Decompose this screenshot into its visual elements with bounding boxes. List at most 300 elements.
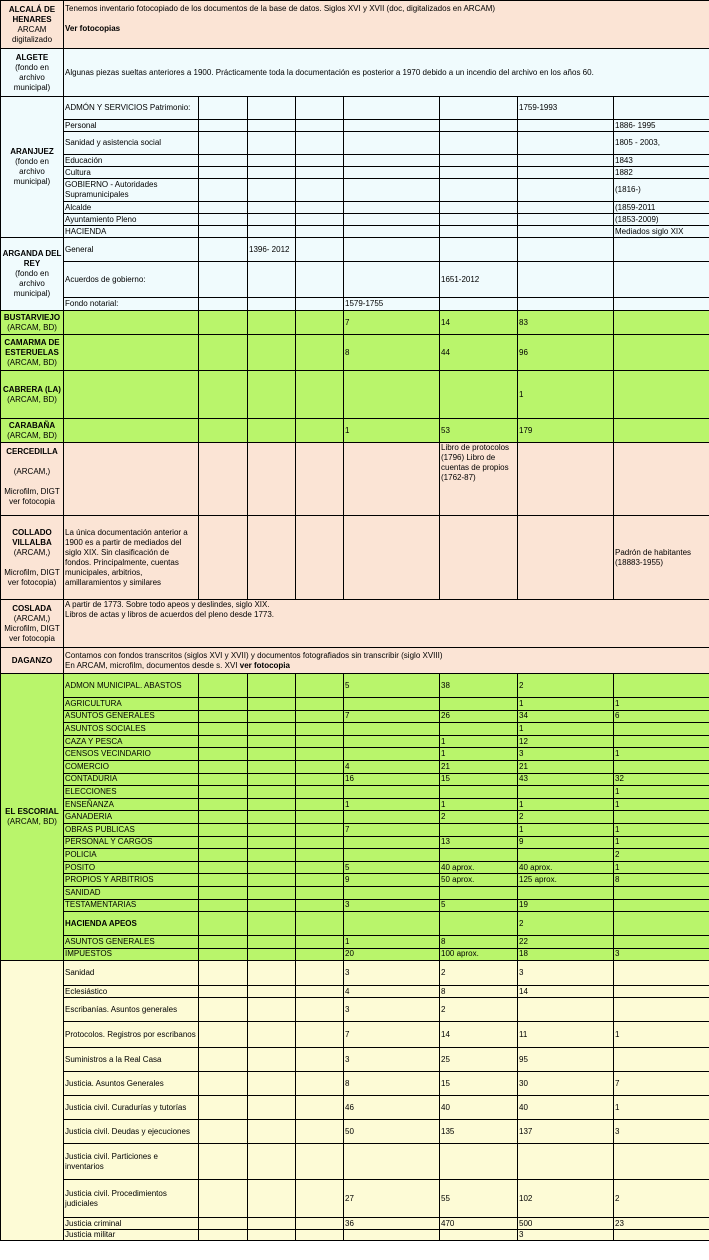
empty-cell [64, 419, 199, 443]
empty-cell [248, 202, 296, 214]
table-row [1, 823, 709, 836]
value-cell [614, 674, 709, 698]
value-cell [344, 786, 440, 799]
empty-cell [296, 516, 344, 600]
empty-cell [64, 311, 199, 335]
empty-cell [199, 1218, 248, 1230]
empty-cell [440, 516, 518, 600]
place-name: CERCEDILLA [6, 447, 58, 456]
place-note: (ARCAM, BD) [7, 817, 57, 827]
value-cell: 1 [614, 798, 709, 811]
value-cell: 50 [344, 1120, 440, 1144]
empty-cell [248, 961, 296, 986]
table-row [1, 912, 709, 936]
value-cell: 8 [440, 986, 518, 998]
place-cell [1, 1, 64, 49]
category-label: Eclesiástico [64, 986, 199, 998]
empty-cell [248, 419, 296, 443]
empty-cell [296, 443, 344, 516]
table-row [1, 262, 709, 298]
value-cell: 470 [440, 1218, 518, 1230]
empty-cell [199, 1022, 248, 1048]
value-cell [614, 1048, 709, 1072]
value-cell: 1759-1993 [518, 97, 614, 120]
value-cell [518, 132, 614, 155]
table-row [1, 1072, 709, 1096]
value-cell: 2 [440, 811, 518, 824]
empty-cell [199, 443, 248, 516]
table-row [1, 1144, 709, 1180]
empty-cell [199, 849, 248, 862]
empty-cell [440, 202, 518, 214]
value-cell: 2 [614, 849, 709, 862]
empty-cell [296, 226, 344, 238]
empty-cell [199, 961, 248, 986]
empty-cell [344, 97, 440, 120]
empty-cell [248, 214, 296, 226]
empty-cell [296, 1022, 344, 1048]
category-label: Sanidad [64, 961, 199, 986]
category-label: ASUNTOS SOCIALES [64, 723, 199, 736]
value-cell: 16 [344, 773, 440, 786]
value-cell [248, 262, 296, 298]
empty-cell [248, 226, 296, 238]
value-cell: 3 [344, 998, 440, 1022]
empty-cell [248, 786, 296, 799]
place-note: Microfilm, DIGT ver fotocopia) [4, 568, 60, 587]
value-cell [614, 912, 709, 936]
place-name: BUSTARVIEJO [3, 312, 61, 322]
empty-cell [614, 238, 709, 262]
category-label: PERSONAL Y CARGOS [64, 836, 199, 849]
empty-cell [199, 238, 248, 262]
category-label: General [64, 238, 199, 262]
place-name: ALGETE [15, 52, 49, 62]
category-label: OBRAS PUBLICAS [64, 823, 199, 836]
daganzo-text: Contamos con fondos transcritos (siglos XVI y XVII) y documentos fotografiados sin transcribir (siglo XVIII) [65, 650, 443, 660]
table-row [1, 748, 709, 761]
empty-cell [64, 443, 199, 516]
value-cell: 95 [518, 1048, 614, 1072]
empty-cell [248, 811, 296, 824]
empty-cell [296, 811, 344, 824]
empty-cell [296, 798, 344, 811]
value-cell: 135 [440, 1120, 518, 1144]
empty-cell [296, 1048, 344, 1072]
value-cell [440, 823, 518, 836]
value-cell: 11 [518, 1022, 614, 1048]
empty-cell [296, 823, 344, 836]
table-row [1, 773, 709, 786]
value-cell: 43 [518, 773, 614, 786]
place-note: (ARCAM, BD) [7, 322, 57, 332]
table-row [1, 132, 709, 155]
empty-cell [199, 798, 248, 811]
empty-cell [614, 262, 709, 298]
empty-cell [296, 849, 344, 862]
empty-cell [296, 419, 344, 443]
empty-cell [199, 1120, 248, 1144]
value-cell [344, 371, 440, 419]
value-cell: 5 [344, 674, 440, 698]
place-cell [1, 961, 64, 1241]
value-cell: 1651-2012 [440, 262, 518, 298]
empty-cell [248, 710, 296, 723]
empty-cell [199, 948, 248, 961]
value-cell: 9 [518, 836, 614, 849]
value-cell: 5 [344, 861, 440, 874]
value-cell: 21 [518, 760, 614, 773]
empty-cell [248, 311, 296, 335]
value-cell: (1853-2009) [614, 214, 709, 226]
place-note: (fondo en archivo municipal) [13, 62, 51, 92]
empty-cell [199, 226, 248, 238]
empty-cell [296, 998, 344, 1022]
value-cell [614, 723, 709, 736]
category-label: GANADERIA [64, 811, 199, 824]
value-cell: 1 [614, 698, 709, 711]
empty-cell [440, 97, 518, 120]
value-cell: (1816-) [614, 179, 709, 202]
value-cell [440, 371, 518, 419]
value-cell: 18 [518, 948, 614, 961]
value-cell: 3 [518, 1230, 614, 1241]
empty-cell [248, 760, 296, 773]
empty-cell [199, 155, 248, 167]
place-note: (ARCAM,) [13, 613, 51, 623]
value-cell: 25 [440, 1048, 518, 1072]
description-cell [64, 1, 709, 49]
value-cell [440, 298, 518, 311]
value-cell: 8 [344, 335, 440, 371]
value-cell: 1 [440, 798, 518, 811]
value-cell: 2 [440, 998, 518, 1022]
value-cell: 22 [518, 936, 614, 949]
value-cell [614, 899, 709, 912]
value-cell: 3 [344, 1048, 440, 1072]
empty-cell [199, 262, 248, 298]
empty-cell [248, 986, 296, 998]
category-label: Fondo notarial: [64, 298, 199, 311]
category-label: ELECCIONES [64, 786, 199, 799]
empty-cell [199, 899, 248, 912]
table-row [1, 49, 709, 97]
empty-cell [248, 674, 296, 698]
empty-cell [518, 443, 614, 516]
value-cell [518, 155, 614, 167]
empty-cell [199, 120, 248, 132]
place-name: ARANJUEZ [10, 147, 54, 156]
value-cell: 19 [518, 899, 614, 912]
empty-cell [296, 238, 344, 262]
empty-cell [344, 443, 440, 516]
place-cell [1, 648, 64, 674]
value-cell: 40 aprox. [518, 861, 614, 874]
value-cell: 13 [440, 836, 518, 849]
value-cell: Padrón de habitantes (18883-1955) [614, 516, 709, 600]
empty-cell [248, 874, 296, 887]
empty-cell [440, 167, 518, 179]
table-row [1, 723, 709, 736]
value-cell: 1 [614, 861, 709, 874]
table-row [1, 1120, 709, 1144]
value-cell: 3 [518, 748, 614, 761]
value-cell [344, 811, 440, 824]
value-cell: 4 [344, 986, 440, 998]
category-label: Suministros a la Real Casa [64, 1048, 199, 1072]
empty-cell [296, 1230, 344, 1241]
empty-cell [614, 311, 709, 335]
category-label: CAZA Y PESCA [64, 735, 199, 748]
empty-cell [296, 262, 344, 298]
value-cell: 8 [344, 1072, 440, 1096]
category-label: Justicia civil. Particiones e inventarios [64, 1144, 199, 1180]
empty-cell [440, 120, 518, 132]
value-cell [440, 238, 518, 262]
table-row [1, 1230, 709, 1241]
category-label: ADMÓN Y SERVICIOS Patrimonio: [64, 97, 199, 120]
table-row [1, 120, 709, 132]
value-cell: 14 [518, 986, 614, 998]
table-row [1, 1, 709, 49]
empty-cell [296, 773, 344, 786]
value-cell: 1 [614, 786, 709, 799]
empty-cell [296, 836, 344, 849]
place-note: (ARCAM, BD) [7, 394, 57, 404]
empty-cell [440, 226, 518, 238]
category-label: Protocolos. Registros por escribanos [64, 1022, 199, 1048]
empty-cell [296, 167, 344, 179]
daganzo-text: En ARCAM, microfilm, documentos desde s. XVI [65, 660, 238, 670]
value-cell: 30 [518, 1072, 614, 1096]
value-cell: 21 [440, 760, 518, 773]
value-cell: 1 [614, 836, 709, 849]
table-row [1, 311, 709, 335]
value-cell: 125 aprox. [518, 874, 614, 887]
value-cell [440, 698, 518, 711]
value-cell: 23 [614, 1218, 709, 1230]
empty-cell [248, 371, 296, 419]
value-cell: 40 [440, 1096, 518, 1120]
category-label: ASUNTOS GENERALES [64, 936, 199, 949]
empty-cell [296, 735, 344, 748]
table-row [1, 811, 709, 824]
ver-fotocopias-link[interactable]: Ver fotocopias [65, 24, 121, 33]
empty-cell [296, 1180, 344, 1218]
value-cell [344, 262, 440, 298]
empty-cell [199, 202, 248, 214]
category-label: Alcalde [64, 202, 199, 214]
empty-cell [199, 97, 248, 120]
value-cell: 1 [518, 798, 614, 811]
empty-cell [248, 948, 296, 961]
empty-cell [199, 710, 248, 723]
value-cell [440, 886, 518, 899]
category-label: POLICIA [64, 849, 199, 862]
category-label: Ayuntamiento Pleno [64, 214, 199, 226]
place-name: COSLADA [12, 603, 52, 613]
empty-cell [296, 1096, 344, 1120]
place-name: CAMARMA DE ESTERUELAS [4, 337, 60, 357]
value-cell: 8 [440, 936, 518, 949]
empty-cell [296, 335, 344, 371]
value-cell [518, 226, 614, 238]
empty-cell [344, 167, 440, 179]
empty-cell [296, 1144, 344, 1180]
value-cell: 1 [614, 748, 709, 761]
table-row [1, 97, 709, 120]
empty-cell [199, 823, 248, 836]
place-name: EL ESCORIAL [5, 807, 59, 817]
empty-cell [248, 155, 296, 167]
value-cell: 1 [614, 1022, 709, 1048]
value-cell: 4 [344, 760, 440, 773]
category-label: Justicia. Asuntos Generales [64, 1072, 199, 1096]
table-row [1, 899, 709, 912]
category-label: SANIDAD [64, 886, 199, 899]
value-cell [518, 1144, 614, 1180]
value-cell: 2 [518, 912, 614, 936]
category-label: Sanidad y asistencia social [64, 132, 199, 155]
place-name: ALCALÁ DE HENARES [8, 4, 56, 24]
table-row [1, 516, 709, 600]
table-row [1, 179, 709, 202]
value-cell [344, 1144, 440, 1180]
empty-cell [296, 899, 344, 912]
empty-cell [344, 132, 440, 155]
empty-cell [199, 1096, 248, 1120]
value-cell [344, 698, 440, 711]
value-cell: 1 [440, 735, 518, 748]
empty-cell [248, 936, 296, 949]
empty-cell [248, 798, 296, 811]
empty-cell [296, 202, 344, 214]
empty-cell [199, 936, 248, 949]
value-cell: 15 [440, 1072, 518, 1096]
value-cell: 1 [440, 748, 518, 761]
empty-cell [199, 311, 248, 335]
place-cell [1, 516, 64, 600]
empty-cell [614, 335, 709, 371]
category-label: Justicia militar [64, 1230, 199, 1241]
empty-cell [518, 298, 614, 311]
empty-cell [248, 1230, 296, 1241]
value-cell: 3 [614, 1120, 709, 1144]
place-note: (ARCAM,) [13, 548, 51, 557]
value-cell [614, 961, 709, 986]
value-cell [614, 998, 709, 1022]
place-note: Microfilm, DIGT ver fotocopia [4, 623, 60, 643]
value-cell [248, 298, 296, 311]
table-row [1, 710, 709, 723]
table-row [1, 998, 709, 1022]
value-cell: 2 [614, 1180, 709, 1218]
table-row [1, 674, 709, 698]
value-cell: Mediados siglo XIX [614, 226, 709, 238]
table-row [1, 798, 709, 811]
place-note: ARCAM digitalizado [11, 24, 53, 44]
empty-cell [518, 516, 614, 600]
empty-cell [199, 786, 248, 799]
value-cell [440, 912, 518, 936]
value-cell [440, 849, 518, 862]
value-cell [344, 735, 440, 748]
table-row [1, 419, 709, 443]
empty-cell [296, 371, 344, 419]
value-cell: 55 [440, 1180, 518, 1218]
value-cell: 46 [344, 1096, 440, 1120]
table-row [1, 155, 709, 167]
value-cell: 1 [518, 823, 614, 836]
empty-cell [344, 214, 440, 226]
empty-cell [199, 811, 248, 824]
value-cell [614, 811, 709, 824]
empty-cell [296, 155, 344, 167]
empty-cell [248, 179, 296, 202]
empty-cell [248, 1096, 296, 1120]
ver-fotocopia-link[interactable]: ver fotocopia [239, 660, 290, 670]
table-row [1, 202, 709, 214]
empty-cell [614, 443, 709, 516]
empty-cell [248, 912, 296, 936]
alcala-text: Tenemos inventario fotocopiado de los documentos de la base de datos. Siglos XVI y XVII (doc, digitalizados en ARCAM) [65, 4, 496, 13]
category-label: TESTAMENTARIAS [64, 899, 199, 912]
value-cell [344, 723, 440, 736]
value-cell: 8 [614, 874, 709, 887]
value-cell: 100 aprox. [440, 948, 518, 961]
empty-cell [248, 723, 296, 736]
empty-cell [199, 723, 248, 736]
description-cell [64, 600, 709, 648]
empty-cell [248, 748, 296, 761]
empty-cell [248, 335, 296, 371]
table-row [1, 238, 709, 262]
empty-cell [440, 179, 518, 202]
empty-cell [248, 823, 296, 836]
empty-cell [199, 998, 248, 1022]
empty-cell [344, 226, 440, 238]
table-row [1, 886, 709, 899]
value-cell: 3 [344, 899, 440, 912]
empty-cell [296, 214, 344, 226]
value-cell: 20 [344, 948, 440, 961]
value-cell: 1 [614, 1096, 709, 1120]
place-cell [1, 371, 64, 419]
empty-cell [440, 214, 518, 226]
table-row [1, 226, 709, 238]
empty-cell [296, 1218, 344, 1230]
empty-cell [199, 179, 248, 202]
value-cell [344, 912, 440, 936]
value-cell: (1859-2011 [614, 202, 709, 214]
place-name: CABRERA (LA) [3, 384, 61, 394]
place-cell [1, 311, 64, 335]
category-label: Educación [64, 155, 199, 167]
value-cell [344, 1230, 440, 1241]
category-label: Acuerdos de gobierno: [64, 262, 199, 298]
place-name: ARGANDA DEL REY [2, 249, 62, 268]
empty-cell [248, 167, 296, 179]
place-name: CARABAÑA [8, 420, 56, 430]
value-cell: 40 [518, 1096, 614, 1120]
place-cell [1, 600, 64, 648]
description-cell [64, 49, 709, 97]
category-label: ASUNTOS GENERALES [64, 710, 199, 723]
value-cell: 500 [518, 1218, 614, 1230]
value-cell: 1 [344, 936, 440, 949]
value-cell [518, 214, 614, 226]
place-cell [1, 97, 64, 238]
